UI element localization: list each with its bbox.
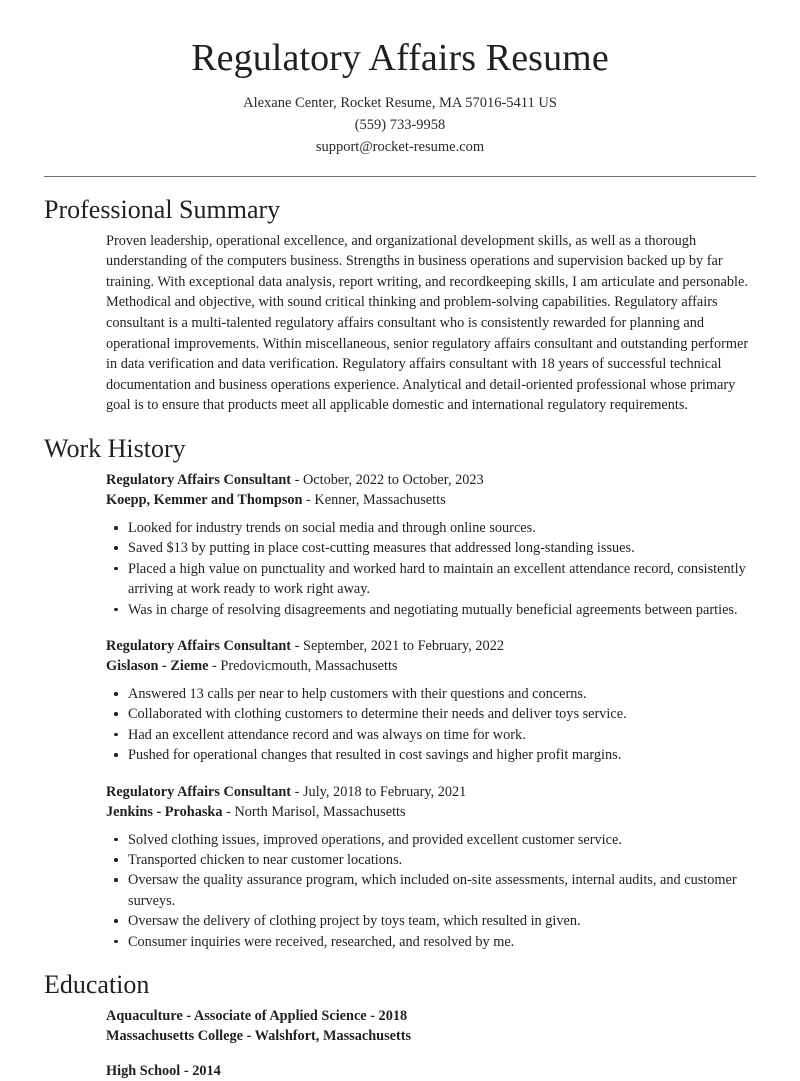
section-heading-summary: Professional Summary xyxy=(44,194,281,224)
summary-body xyxy=(44,231,756,416)
education-school: Massachusetts College - Walshfort, Massachusetts xyxy=(106,1027,412,1044)
work-history-body xyxy=(44,470,756,952)
job-bullet: Solved clothing issues, improved operations, and provided excellent customer service. xyxy=(106,830,756,850)
job-location: - Predovicmouth, Massachusetts xyxy=(208,657,398,674)
job-bullet: Pushed for operational changes that resulted in cost savings and higher profit margins. xyxy=(106,745,756,765)
education-entry xyxy=(106,1061,756,1081)
section-heading-education: Education xyxy=(44,970,150,1000)
job-bullet-list xyxy=(106,684,756,766)
section-heading-work-history: Work History xyxy=(44,434,186,464)
job-bullet: Consumer inquiries were received, researched, and resolved by me. xyxy=(106,932,756,952)
job-title-line xyxy=(106,470,756,490)
job-bullet: Looked for industry trends on social media and through online sources. xyxy=(106,518,756,538)
job-bullet: Was in charge of resolving disagreements and negotiating mutually beneficial agreements between parties. xyxy=(106,600,756,620)
job-company: Jenkins - Prohaska xyxy=(106,803,223,820)
section-education xyxy=(44,970,756,1081)
job-title-line xyxy=(106,782,756,802)
job-location: - North Marisol, Massachusetts xyxy=(222,803,406,820)
job-company-line xyxy=(106,656,756,676)
header-divider xyxy=(44,176,756,177)
job-bullet: Saved $13 by putting in place cost-cutting measures that addressed long-standing issues. xyxy=(106,538,756,558)
job-dates: - July, 2018 to February, 2021 xyxy=(291,783,467,800)
contact-phone: (559) 733-9958 xyxy=(354,116,446,133)
job-location: - Kenner, Massachusetts xyxy=(302,491,446,508)
job-bullet: Oversaw the delivery of clothing project by toys team, which resulted in given. xyxy=(106,911,756,931)
work-history-entry xyxy=(106,782,756,952)
resume-header xyxy=(44,0,756,177)
job-title: Regulatory Affairs Consultant xyxy=(106,637,292,654)
job-bullet-list xyxy=(106,830,756,952)
job-bullet: Answered 13 calls per near to help customers with their questions and concerns. xyxy=(106,684,756,704)
section-professional-summary xyxy=(44,195,756,416)
job-bullet: Placed a high value on punctuality and worked hard to maintain an excellent attendance record, consistently arriving at work ready to work right away. xyxy=(106,559,756,600)
contact-address: Alexane Center, Rocket Resume, MA 57016-5411 US xyxy=(243,94,557,111)
job-bullet: Had an excellent attendance record and was always on time for work. xyxy=(106,725,756,745)
job-dates: - September, 2021 to February, 2022 xyxy=(291,637,504,654)
education-entry xyxy=(106,1006,756,1046)
work-history-entry xyxy=(106,470,756,620)
job-bullet: Collaborated with clothing customers to determine their needs and deliver toys service. xyxy=(106,704,756,724)
job-bullet: Transported chicken to near customer locations. xyxy=(106,850,756,870)
education-degree: High School - 2014 xyxy=(106,1062,221,1079)
job-title-line xyxy=(106,636,756,656)
job-title: Regulatory Affairs Consultant xyxy=(106,783,292,800)
summary-paragraph: Proven leadership, operational excellence, and organizational development skills, as well as a thorough understanding of the computers business. Strengths in business operations and supervision backed up by far training. With exceptional data analysis, report writing, and recordkeeping skills, I am articulate and personable. Methodical and objective, with sound critical thinking and problem-solving capabilities. Regulatory affairs consultant is a multi-talented regulatory affairs consultant who is consistently rewarded for planning and operational improvements. Within miscellaneous, senior regulatory affairs consultant and outstanding performer in data verification and data verification. Regulatory affairs consultant with 18 years of successful technical documentation and business operations experience. Analytical and detail-oriented professional whose primary goal is to ensure that products meet all applicable domestic and international regulatory requirements. xyxy=(106,232,749,414)
job-company-line xyxy=(106,490,756,510)
job-bullet-list xyxy=(106,518,756,620)
job-bullet: Oversaw the quality assurance program, which included on-site assessments, internal audits, and customer surveys. xyxy=(106,870,756,911)
job-company: Koepp, Kemmer and Thompson xyxy=(106,491,303,508)
page-title: Regulatory Affairs Resume xyxy=(191,37,609,79)
work-history-entry xyxy=(106,636,756,766)
education-body xyxy=(44,1006,756,1081)
job-company: Gislason - Zieme xyxy=(106,657,209,674)
contact-block xyxy=(44,92,756,158)
section-work-history xyxy=(44,434,756,952)
education-degree: Aquaculture - Associate of Applied Science - 2018 xyxy=(106,1007,408,1024)
job-title: Regulatory Affairs Consultant xyxy=(106,471,292,488)
contact-email: support@rocket-resume.com xyxy=(315,138,485,155)
job-dates: - October, 2022 to October, 2023 xyxy=(291,471,484,488)
job-company-line xyxy=(106,802,756,822)
